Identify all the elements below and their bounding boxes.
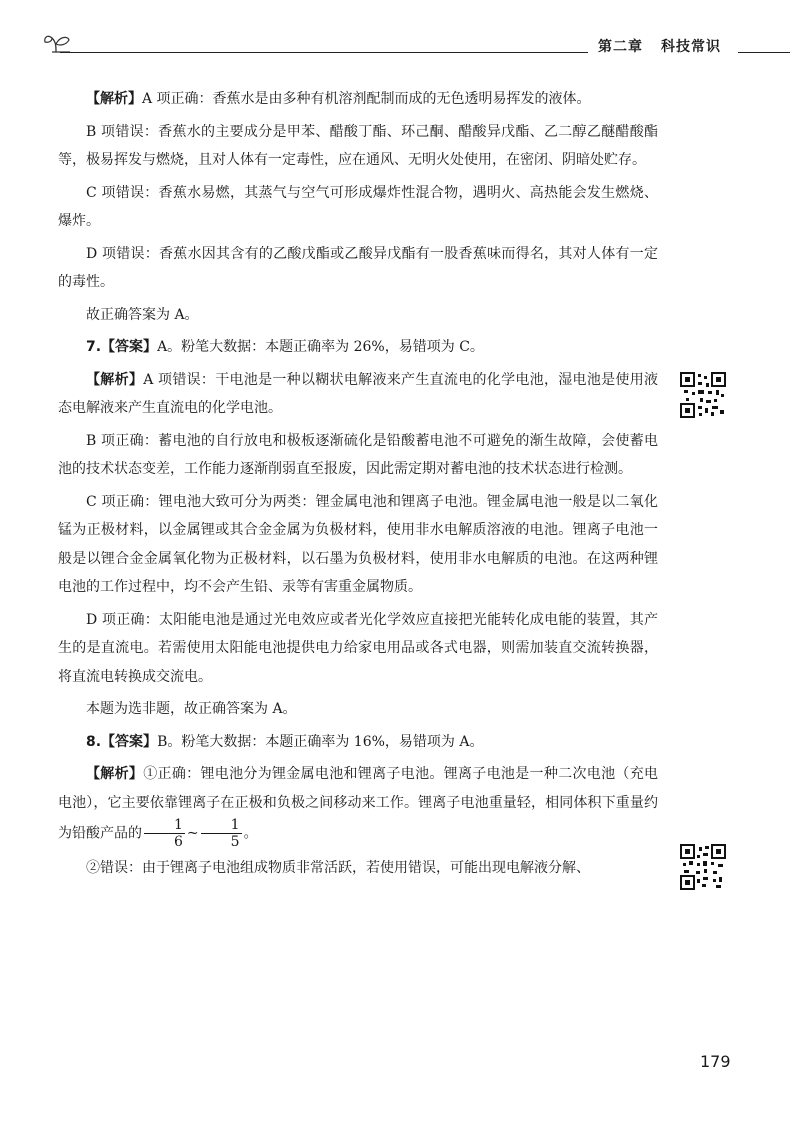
qr-code-icon[interactable]	[680, 372, 726, 418]
paragraph: 【解析】A 项错误：干电池是一种以糊状电解液来产生直流电的化学电池，湿电池是使用液态电解液来产生直流电的化学电池。	[58, 371, 659, 416]
fraction: $\frac{1}{6}$	[144, 817, 185, 850]
paragraph: C 项错误：香蕉水易燃，其蒸气与空气可形成爆炸性混合物，遇明火、高热能会发生燃烧、爆炸。	[58, 184, 658, 229]
paragraph: 【解析】①正确：锂电池分为锂金属电池和锂离子电池。锂离子电池是一种二次电池（充电电池），它主要依靠锂离子在正极和负极之间移动来工作。锂离子电池重量轻，相同体积下重量约为铅酸产品的 $\frac{1}{6}$ ~ $\frac{1}{5}$ 。	[58, 766, 659, 850]
qr-code-icon[interactable]	[680, 844, 726, 890]
paragraph: B 项正确：蓄电池的自行放电和极板逐渐硫化是铅酸蓄电池不可避免的渐生故障，会使蓄电池的技术状态变差，工作能力逐渐削弱直至报废，因此需定期对蓄电池的技术状态进行检测。	[58, 432, 658, 477]
answer-line: 8.【答案】B。粉笔大数据：本题正确率为 16%，易错项为 A。	[86, 733, 484, 750]
paragraph: D 项错误：香蕉水因其含有的乙酸戊酯或乙酸异戊酯有一股香蕉味而得名，其对人体有一定的毒性。	[58, 245, 658, 290]
answer-line: 7.【答案】A。粉笔大数据：本题正确率为 26%，易错项为 C。	[86, 339, 484, 355]
fraction: $\frac{1}{5}$	[201, 817, 242, 850]
page-body	[58, 85, 658, 887]
header-rule	[60, 52, 588, 53]
running-header	[598, 36, 721, 56]
chapter-label: 第二章	[598, 39, 643, 55]
paragraph: 故正确答案为 A。	[86, 306, 199, 323]
paragraph: 【解析】A 项正确：香蕉水是由多种有机溶剂配制而成的无色透明易挥发的液体。	[86, 91, 591, 107]
paragraph: D 项正确：太阳能电池是通过光电效应或者光化学效应直接把光能转化成电能的装置，其产生的是直流电。若需使用太阳能电池提供电力给家电用品或各式电器，则需加装直交流转换器，将直流电转换成交流电。	[58, 611, 658, 685]
page-header	[0, 30, 800, 60]
section-label: 科技常识	[661, 39, 721, 55]
paragraph: C 项正确：锂电池大致可分为两类：锂金属电池和锂离子电池。锂金属电池一般是以二氧化锰为正极材料，以金属锂或其合金金属为负极材料，使用非水电解质溶液的电池。锂离子电池一般是以锂合金金属氧化物为正极材料，以石墨为负极材料，使用非水电解质的电池。在这两种锂电池的工作过程中，均不会产生铅、汞等有害重金属物质。	[58, 493, 658, 595]
header-rule-tail	[738, 52, 790, 53]
page-number: 179	[700, 1052, 731, 1071]
leaf-sprout-icon	[42, 32, 72, 54]
paragraph: B 项错误：香蕉水的主要成分是甲苯、醋酸丁酯、环己酮、醋酸异戊酯、乙二醇乙醚醋酸酯等，极易挥发与燃烧，且对人体有一定毒性，应在通风、无明火处使用，在密闭、阴暗处贮存。	[58, 123, 658, 168]
paragraph: ②错误：由于锂离子电池组成物质非常活跃，若使用错误，可能出现电解液分解、	[86, 860, 590, 876]
paragraph: 本题为选非题，故正确答案为 A。	[86, 701, 297, 717]
